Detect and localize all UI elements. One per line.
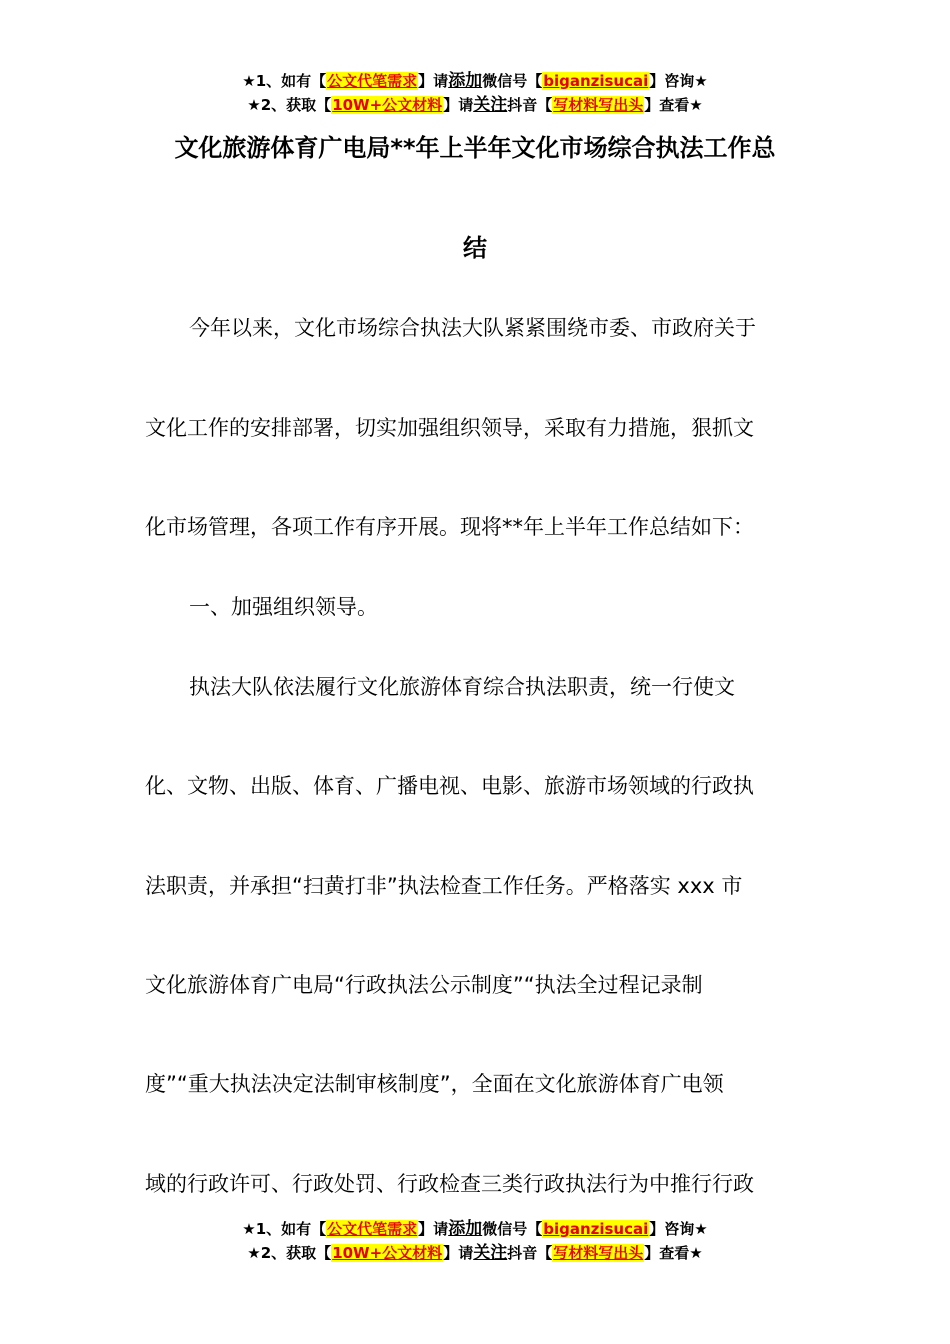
banner-highlight-douyin: 写材料写出头 xyxy=(553,96,644,114)
banner-line-2 xyxy=(0,94,950,118)
document-title-line-2: 结 xyxy=(463,234,487,262)
body-line: 度”“重大执法决定法制审核制度”，全面在文化旅游体育广电领 xyxy=(145,1072,724,1096)
banner-highlight-service: 公文代笔需求 xyxy=(327,1220,418,1238)
banner-text: ★1、如有【 xyxy=(242,72,327,90)
body-line: 文化旅游体育广电局“行政执法公示制度”“执法全过程记录制 xyxy=(145,973,703,997)
banner-text: 】咨询★ xyxy=(649,72,708,90)
banner-highlight-service: 公文代笔需求 xyxy=(327,72,418,90)
banner-text: 】请 xyxy=(418,72,449,90)
body-line: 执法大队依法履行文化旅游体育综合执法职责，统一行使文 xyxy=(189,675,735,699)
banner-highlight-materials: 10W+公文材料 xyxy=(332,1244,443,1262)
banner-line-2 xyxy=(0,1242,950,1266)
banner-line-1 xyxy=(0,1218,950,1242)
body-line: 今年以来，文化市场综合执法大队紧紧围绕市委、市政府关于 xyxy=(189,316,756,340)
body-line: 域的行政许可、行政处罚、行政检查三类行政执法行为中推行行政 xyxy=(145,1172,754,1196)
banner-emphasis: 关注 xyxy=(473,95,508,115)
bottom-ad-banner xyxy=(0,1218,950,1266)
banner-text: 】请 xyxy=(443,1244,474,1262)
banner-highlight-wechat-id: biganzisucai xyxy=(543,72,649,90)
banner-emphasis: 添加 xyxy=(448,71,483,91)
banner-text: 】查看★ xyxy=(644,96,703,114)
banner-highlight-douyin: 写材料写出头 xyxy=(553,1244,644,1262)
banner-text: ★1、如有【 xyxy=(242,1220,327,1238)
section-heading: 一、加强组织领导。 xyxy=(189,595,378,619)
banner-highlight-wechat-id: biganzisucai xyxy=(543,1220,649,1238)
banner-emphasis: 添加 xyxy=(448,1219,483,1239)
body-line: 法职责，并承担“扫黄打非”执法检查工作任务。严格落实 xxx 市 xyxy=(145,874,743,898)
banner-highlight-materials: 10W+公文材料 xyxy=(332,96,443,114)
banner-text: 】查看★ xyxy=(644,1244,703,1262)
banner-text: 】请 xyxy=(443,96,474,114)
banner-emphasis: 关注 xyxy=(473,1243,508,1263)
banner-text: 微信号【 xyxy=(482,1220,543,1238)
banner-text: ★2、获取【 xyxy=(247,1244,332,1262)
body-line: 文化工作的安排部署，切实加强组织领导，采取有力措施，狠抓文 xyxy=(145,416,754,440)
top-ad-banner xyxy=(0,70,950,118)
document-title-line-1: 文化旅游体育广电局**年上半年文化市场综合执法工作总 xyxy=(174,134,776,162)
body-line: 化市场管理，各项工作有序开展。现将**年上半年工作总结如下： xyxy=(145,515,754,539)
banner-text: 】咨询★ xyxy=(649,1220,708,1238)
banner-text: 微信号【 xyxy=(482,72,543,90)
banner-text: 抖音【 xyxy=(507,1244,553,1262)
banner-line-1 xyxy=(0,70,950,94)
banner-text: 抖音【 xyxy=(507,96,553,114)
body-line: 化、文物、出版、体育、广播电视、电影、旅游市场领域的行政执 xyxy=(145,774,754,798)
banner-text: 】请 xyxy=(418,1220,449,1238)
banner-text: ★2、获取【 xyxy=(247,96,332,114)
